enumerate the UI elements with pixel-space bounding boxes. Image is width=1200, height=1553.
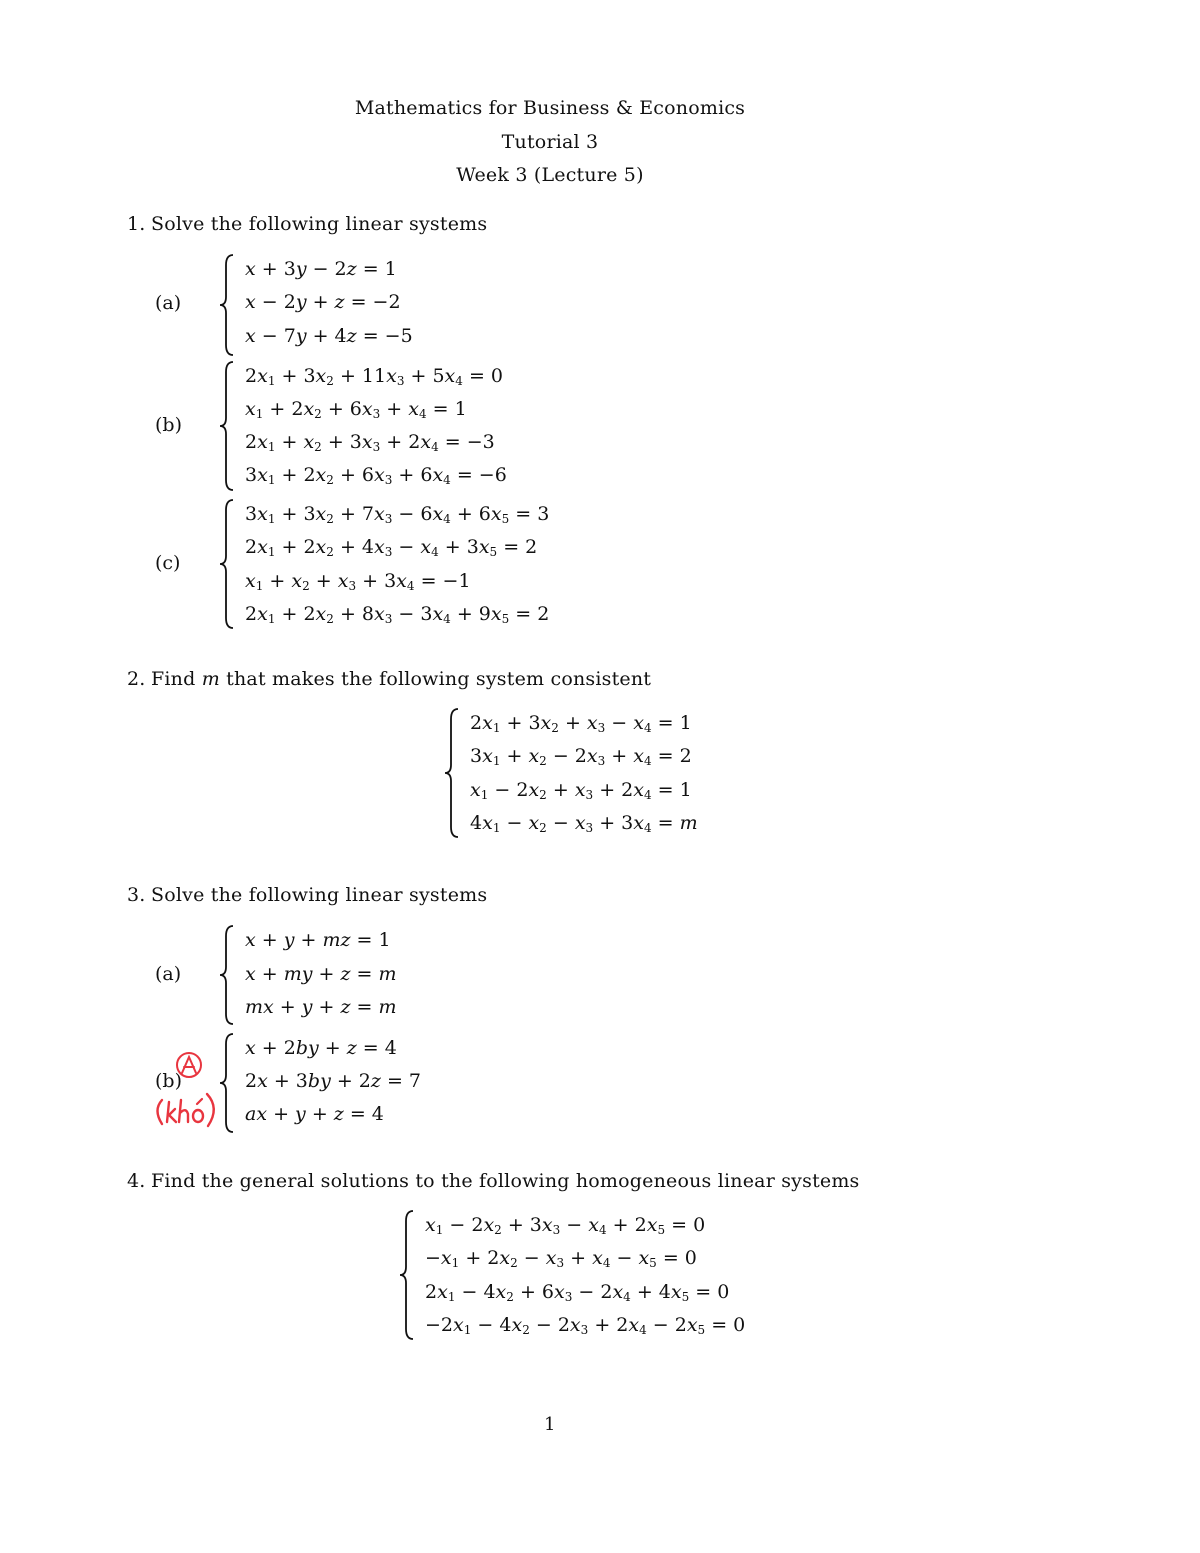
left-brace <box>218 1032 236 1134</box>
left-brace <box>218 498 236 630</box>
left-brace <box>443 707 461 839</box>
subpart-label: (b) <box>155 414 182 436</box>
equation-system <box>425 1214 745 1347</box>
subpart-label: (c) <box>155 552 181 574</box>
equation: $2x_1 + 3x_2 + 11x_3 + 5x_4 = 0$ <box>245 365 503 388</box>
equation: $3x_1 + 2x_2 + 6x_3 + 6x_4 = -6$ <box>245 464 507 487</box>
question-text: Find <box>151 668 202 690</box>
equation: x + y + mz = 1 <box>245 929 391 951</box>
question-text: that makes the following system consistent <box>219 668 652 690</box>
question-text: Solve the following linear systems <box>151 884 488 906</box>
equation-system <box>470 712 698 845</box>
equation: $-2x_1 - 4x_2 - 2x_3 + 2x_4 - 2x_5 = 0$ <box>425 1314 746 1337</box>
question-3 <box>127 884 487 906</box>
question-number: 3. <box>127 884 146 906</box>
equation-system <box>245 365 507 497</box>
equation: $x_1 - 2x_2 + x_3 + 2x_4 = 1$ <box>470 779 692 802</box>
question-text: Find the general solutions to the following homogeneous linear systems <box>151 1170 860 1192</box>
equation-system <box>245 503 549 636</box>
left-brace <box>218 253 236 357</box>
left-brace <box>218 360 236 492</box>
subpart-label: (a) <box>155 963 182 985</box>
equation: $x_1 + x_2 + x_3 + 3x_4 = -1$ <box>245 570 471 593</box>
left-brace <box>398 1209 416 1341</box>
equation: x + 3y − 2z = 1 <box>245 258 397 280</box>
equation: $2x_1 + 2x_2 + 4x_3 - x_4 + 3x_5 = 2$ <box>245 536 538 559</box>
handwritten-annotation <box>148 1048 223 1134</box>
equation: mx + y + z = m <box>245 996 397 1018</box>
variable-m: m <box>201 668 220 690</box>
left-brace <box>218 924 236 1026</box>
subpart-label: (a) <box>155 292 182 314</box>
equation: $x_1 + 2x_2 + 6x_3 + x_4 = 1$ <box>245 398 467 421</box>
course-title: Mathematics for Business & Economics <box>354 97 746 119</box>
question-number: 2. <box>127 668 146 690</box>
question-1 <box>127 213 487 235</box>
question-4 <box>127 1170 860 1192</box>
equation-system <box>245 1037 421 1136</box>
equation: $x_1 - 2x_2 + 3x_3 - x_4 + 2x_5 = 0$ <box>425 1214 706 1237</box>
tutorial-title: Tutorial 3 <box>501 131 599 153</box>
page-number: 1 <box>544 1414 556 1435</box>
week-title: Week 3 (Lecture 5) <box>456 164 644 186</box>
equation: x − 2y + z = −2 <box>245 291 401 313</box>
equation: ax + y + z = 4 <box>245 1103 384 1125</box>
equation: $2x_1 - 4x_2 + 6x_3 - 2x_4 + 4x_5 = 0$ <box>425 1281 730 1304</box>
equation: x + my + z = m <box>245 963 397 985</box>
equation-system <box>245 929 397 1029</box>
equation: $2x_1 + 3x_2 + x_3 - x_4 = 1$ <box>470 712 692 735</box>
equation: 2x + 3by + 2z = 7 <box>245 1070 422 1092</box>
equation: $2x_1 + 2x_2 + 8x_3 - 3x_4 + 9x_5 = 2$ <box>245 603 550 626</box>
equation: $3x_1 + x_2 - 2x_3 + x_4 = 2$ <box>470 745 692 768</box>
question-number: 1. <box>127 213 146 235</box>
equation-system <box>245 258 413 358</box>
equation: x − 7y + 4z = −5 <box>245 325 413 347</box>
question-2 <box>127 668 651 690</box>
subpart-label: (b) <box>155 1070 182 1092</box>
equation: x + 2by + z = 4 <box>245 1037 397 1059</box>
equation: $2x_1 + x_2 + 3x_3 + 2x_4 = -3$ <box>245 431 495 454</box>
question-number: 4. <box>127 1170 146 1192</box>
equation: $-x_1 + 2x_2 - x_3 + x_4 - x_5 = 0$ <box>425 1247 697 1270</box>
equation: $3x_1 + 3x_2 + 7x_3 - 6x_4 + 6x_5 = 3$ <box>245 503 550 526</box>
equation: $4x_1 - x_2 - x_3 + 3x_4 = m$ <box>470 812 698 835</box>
question-text: Solve the following linear systems <box>151 213 488 235</box>
